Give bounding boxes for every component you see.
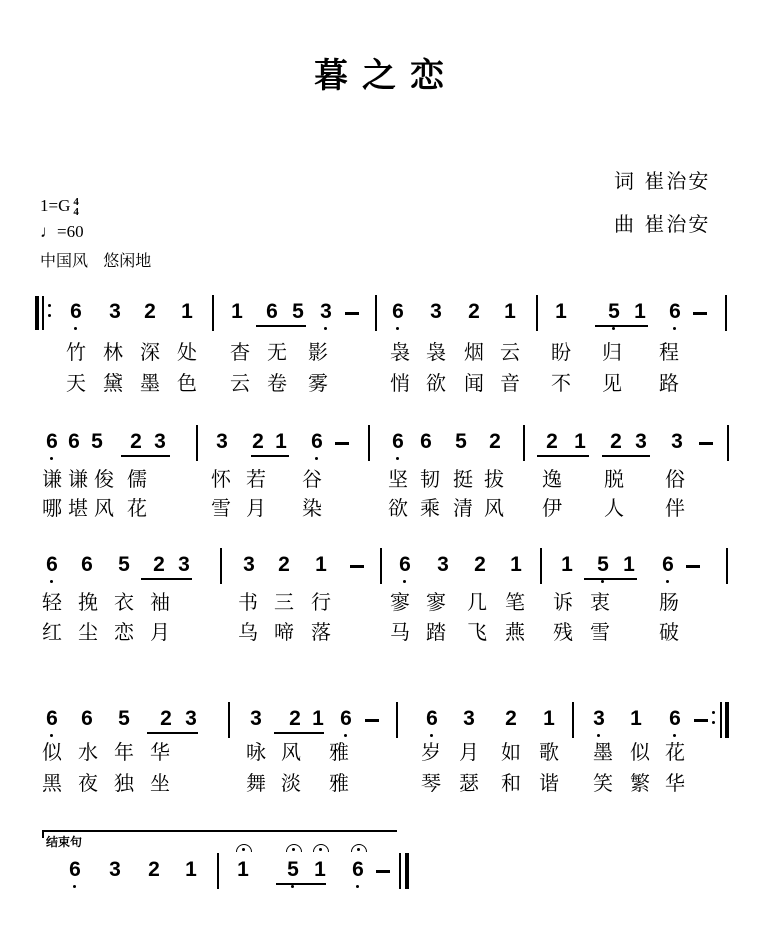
- lyric-char: 程: [659, 340, 679, 364]
- lyric-char: 马: [390, 620, 410, 644]
- lyric-char: 杳: [230, 340, 250, 364]
- lyric-char: 不: [551, 371, 571, 395]
- lyricist-label: 词: [614, 169, 636, 193]
- lyric-char: 谷: [302, 467, 322, 491]
- note: 6: [658, 553, 678, 577]
- lyric-char: 盼: [551, 340, 571, 364]
- sustain-dash: [376, 870, 390, 873]
- lyric-char: 清: [453, 496, 473, 520]
- barline: [196, 425, 198, 461]
- lyric-char: 几: [467, 590, 487, 614]
- composer-credit: [614, 208, 710, 237]
- lyric-char: 风: [484, 496, 504, 520]
- final-thick-barline: [405, 853, 409, 889]
- note: 5: [292, 300, 304, 323]
- note: 1: [623, 553, 635, 576]
- beam-underline: [147, 732, 198, 734]
- note: 1: [543, 707, 555, 730]
- lyric-char: 哪: [42, 496, 62, 520]
- note: 2: [505, 707, 517, 730]
- note: 5: [593, 553, 613, 577]
- quarter-note-icon: ♩: [40, 222, 57, 241]
- lyric-char: 月: [150, 620, 170, 644]
- note: 5: [283, 858, 303, 882]
- note: 1: [312, 707, 324, 730]
- note: 3: [109, 858, 121, 881]
- sustain-dash: [693, 312, 707, 315]
- lyric-char: 瑟: [459, 771, 479, 795]
- lyric-char: 书: [238, 590, 258, 614]
- tempo-marking: [40, 222, 84, 242]
- lyric-char: 烟: [464, 340, 484, 364]
- lyric-char: 华: [665, 771, 685, 795]
- note: 3: [635, 430, 647, 453]
- note: 3: [589, 707, 609, 731]
- sustain-dash: [345, 312, 359, 315]
- lyric-char: 伴: [665, 496, 685, 520]
- note: 2: [252, 430, 264, 453]
- lyric-char: 轻: [42, 590, 62, 614]
- lyric-char: 衷: [590, 590, 610, 614]
- fermata-icon: [313, 844, 329, 852]
- note: 6: [420, 430, 432, 453]
- lyric-char: 踏: [426, 620, 446, 644]
- lyric-char: 乌: [238, 620, 258, 644]
- lyric-char: 黑: [42, 771, 62, 795]
- note: 3: [185, 707, 197, 730]
- lyric-char: 坚: [388, 467, 408, 491]
- barline: [572, 702, 574, 738]
- note: 6: [665, 300, 685, 324]
- note: 1: [314, 858, 326, 881]
- lyric-char: 夜: [78, 771, 98, 795]
- barline: [536, 295, 538, 331]
- repeat-start-thick-barline: [35, 296, 39, 330]
- lyric-char: 如: [501, 740, 521, 764]
- lyric-char: 月: [459, 740, 479, 764]
- barline: [523, 425, 525, 461]
- lyric-char: 见: [602, 371, 622, 395]
- lyric-char: 雅: [329, 740, 349, 764]
- repeat-end-thick-barline: [725, 702, 729, 738]
- lyric-char: 归: [602, 340, 622, 364]
- note: 1: [231, 300, 243, 323]
- note: 6: [348, 858, 368, 882]
- beam-underline: [256, 325, 306, 327]
- lyric-char: 尘: [78, 620, 98, 644]
- lyric-char: 寥: [426, 590, 446, 614]
- note: 2: [148, 858, 160, 881]
- note: 6: [81, 707, 93, 730]
- note: 6: [42, 430, 62, 454]
- note: 2: [144, 300, 156, 323]
- lyric-char: 无: [267, 340, 287, 364]
- repeat-start-dots: [48, 304, 51, 317]
- ending-bracket-tick: [42, 830, 44, 838]
- lyric-char: 花: [665, 740, 685, 764]
- note: 1: [181, 300, 193, 323]
- note: 5: [91, 430, 103, 453]
- repeat-end-dots: [712, 711, 715, 724]
- ending-bracket-line: [42, 830, 397, 832]
- style-marking: [40, 248, 151, 271]
- lyric-char: 闻: [464, 371, 484, 395]
- lyric-char: 谐: [539, 771, 559, 795]
- lyric-char: 儒: [127, 467, 147, 491]
- note: 3: [109, 300, 121, 323]
- lyric-char: 残: [553, 620, 573, 644]
- beam-underline: [276, 883, 326, 885]
- lyric-char: 似: [42, 740, 62, 764]
- note: 3: [463, 707, 475, 730]
- note: 6: [42, 707, 62, 731]
- lyric-char: 花: [127, 496, 147, 520]
- beam-underline: [595, 325, 648, 327]
- note: 6: [307, 430, 327, 454]
- note: 6: [336, 707, 356, 731]
- note: 5: [118, 553, 130, 576]
- lyric-char: 落: [311, 620, 331, 644]
- barline: [727, 425, 729, 461]
- beam-underline: [141, 578, 192, 580]
- lyric-char: 雪: [211, 496, 231, 520]
- lyric-char: 韧: [420, 467, 440, 491]
- lyric-char: 卷: [267, 371, 287, 395]
- key-label: 1=G: [40, 196, 71, 215]
- note: 1: [237, 858, 249, 881]
- ending-label: 结束句: [46, 835, 83, 849]
- note: 1: [634, 300, 646, 323]
- lyric-char: 天: [66, 371, 86, 395]
- note: 6: [266, 300, 278, 323]
- lyric-char: 寥: [390, 590, 410, 614]
- lyric-char: 月: [246, 496, 266, 520]
- lyric-char: 恋: [114, 620, 134, 644]
- note: 6: [65, 858, 85, 882]
- lyric-char: 舞: [246, 771, 266, 795]
- barline: [396, 702, 398, 738]
- fermata-icon: [286, 844, 302, 852]
- lyric-char: 欲: [388, 496, 408, 520]
- lyric-char: 若: [246, 467, 266, 491]
- lyric-char: 衣: [114, 590, 134, 614]
- note: 2: [289, 707, 301, 730]
- style-label: 中国风: [40, 251, 89, 270]
- sustain-dash: [699, 442, 713, 445]
- barline: [375, 295, 377, 331]
- note: 6: [66, 300, 86, 324]
- lyric-char: 竹: [66, 340, 86, 364]
- repeat-start-thin-barline: [42, 296, 44, 330]
- note: 2: [130, 430, 142, 453]
- lyric-char: 墨: [140, 371, 160, 395]
- lyric-char: 挽: [78, 590, 98, 614]
- note: 3: [216, 430, 228, 453]
- sustain-dash: [365, 719, 379, 722]
- lyric-char: 雾: [308, 371, 328, 395]
- lyric-char: 俗: [665, 467, 685, 491]
- note: 1: [630, 707, 642, 730]
- lyric-char: 坐: [150, 771, 170, 795]
- final-thin-barline: [399, 853, 401, 889]
- note: 5: [604, 300, 624, 324]
- lyricist-credit: [614, 165, 710, 194]
- note: 2: [160, 707, 172, 730]
- note: 3: [178, 553, 190, 576]
- lyric-char: 雪: [590, 620, 610, 644]
- sustain-dash: [686, 565, 700, 568]
- lyric-char: 墨: [593, 740, 613, 764]
- note: 6: [395, 553, 415, 577]
- lyric-char: 深: [140, 340, 160, 364]
- lyric-char: 处: [177, 340, 197, 364]
- lyric-char: 俊: [94, 467, 114, 491]
- note: 1: [561, 553, 573, 576]
- expression-label: 悠闲地: [103, 251, 152, 270]
- note: 6: [42, 553, 62, 577]
- lyric-char: 影: [308, 340, 328, 364]
- barline: [220, 548, 222, 584]
- note: 3: [430, 300, 442, 323]
- note: 3: [154, 430, 166, 453]
- beam-underline: [584, 578, 637, 580]
- lyric-char: 破: [659, 620, 679, 644]
- lyric-char: 脱: [604, 467, 624, 491]
- lyric-char: 笔: [505, 590, 525, 614]
- note: 2: [468, 300, 480, 323]
- repeat-end-thin-barline: [720, 702, 722, 738]
- barline: [368, 425, 370, 461]
- barline: [726, 548, 728, 584]
- lyric-char: 色: [177, 371, 197, 395]
- beam-underline: [121, 455, 170, 457]
- barline: [725, 295, 727, 331]
- note: 6: [422, 707, 442, 731]
- note: 5: [455, 430, 467, 453]
- note: 2: [474, 553, 486, 576]
- lyric-char: 袅: [426, 340, 446, 364]
- lyric-char: 肠: [659, 590, 679, 614]
- note: 1: [275, 430, 287, 453]
- lyric-char: 行: [311, 590, 331, 614]
- lyric-char: 华: [150, 740, 170, 764]
- note: 6: [68, 430, 80, 453]
- note: 2: [610, 430, 622, 453]
- lyric-char: 乘: [420, 496, 440, 520]
- note: 1: [315, 553, 327, 576]
- barline: [228, 702, 230, 738]
- fermata-icon: [236, 844, 252, 852]
- lyric-char: 谦: [42, 467, 62, 491]
- barline: [217, 853, 219, 889]
- barline: [380, 548, 382, 584]
- note: 1: [574, 430, 586, 453]
- key-signature: [40, 196, 79, 217]
- beam-underline: [274, 732, 324, 734]
- note: 3: [243, 553, 255, 576]
- lyric-char: 红: [42, 620, 62, 644]
- lyric-char: 独: [114, 771, 134, 795]
- lyric-char: 雅: [329, 771, 349, 795]
- lyric-char: 音: [500, 371, 520, 395]
- note: 6: [665, 707, 685, 731]
- note: 2: [546, 430, 558, 453]
- lyric-char: 琴: [421, 771, 441, 795]
- barline: [212, 295, 214, 331]
- lyric-char: 云: [500, 340, 520, 364]
- note: 3: [250, 707, 262, 730]
- sustain-dash: [350, 565, 364, 568]
- fermata-icon: [351, 844, 367, 852]
- lyric-char: 黛: [103, 371, 123, 395]
- lyric-char: 林: [103, 340, 123, 364]
- lyric-char: 和: [501, 771, 521, 795]
- note: 1: [555, 300, 567, 323]
- lyric-char: 怀: [211, 467, 231, 491]
- note: 3: [671, 430, 683, 453]
- lyric-char: 燕: [505, 620, 525, 644]
- composer-name: 崔治安: [644, 212, 711, 236]
- lyric-char: 袅: [390, 340, 410, 364]
- barline: [540, 548, 542, 584]
- sustain-dash: [335, 442, 349, 445]
- lyric-char: 欲: [426, 371, 446, 395]
- lyric-char: 染: [302, 496, 322, 520]
- lyric-char: 咏: [246, 740, 266, 764]
- lyric-char: 啼: [274, 620, 294, 644]
- lyric-char: 水: [78, 740, 98, 764]
- lyric-char: 人: [604, 496, 624, 520]
- note: 3: [437, 553, 449, 576]
- composer-label: 曲: [614, 212, 636, 236]
- lyric-char: 云: [230, 371, 250, 395]
- tempo-value: =60: [57, 222, 84, 241]
- note: 6: [388, 430, 408, 454]
- lyric-char: 淡: [281, 771, 301, 795]
- beam-underline: [602, 455, 650, 457]
- lyricist-name: 崔治安: [644, 169, 711, 193]
- beam-underline: [251, 455, 289, 457]
- note: 2: [278, 553, 290, 576]
- note: 6: [388, 300, 408, 324]
- beam-underline: [537, 455, 589, 457]
- note: 2: [153, 553, 165, 576]
- note: 1: [510, 553, 522, 576]
- sustain-dash: [694, 719, 708, 722]
- lyric-char: 岁: [421, 740, 441, 764]
- lyric-char: 似: [630, 740, 650, 764]
- note: 3: [316, 300, 336, 324]
- lyric-char: 袖: [150, 590, 170, 614]
- lyric-char: 路: [659, 371, 679, 395]
- lyric-char: 年: [114, 740, 134, 764]
- time-signature: 4 4: [73, 196, 79, 219]
- note: 2: [489, 430, 501, 453]
- lyric-char: 挺: [453, 467, 473, 491]
- lyric-char: 三: [274, 590, 294, 614]
- lyric-char: 飞: [467, 620, 487, 644]
- lyric-char: 风: [281, 740, 301, 764]
- lyric-char: 风: [94, 496, 114, 520]
- lyric-char: 拔: [484, 467, 504, 491]
- lyric-char: 笑: [593, 771, 613, 795]
- note: 1: [185, 858, 197, 881]
- note: 5: [118, 707, 130, 730]
- lyric-char: 谦: [68, 467, 88, 491]
- lyric-char: 歌: [539, 740, 559, 764]
- lyric-char: 悄: [390, 371, 410, 395]
- note: 1: [504, 300, 516, 323]
- lyric-char: 繁: [630, 771, 650, 795]
- lyric-char: 逸: [542, 467, 562, 491]
- lyric-char: 堪: [68, 496, 88, 520]
- note: 6: [81, 553, 93, 576]
- song-title: 暮之恋: [314, 56, 458, 96]
- lyric-char: 诉: [553, 590, 573, 614]
- lyric-char: 伊: [542, 496, 562, 520]
